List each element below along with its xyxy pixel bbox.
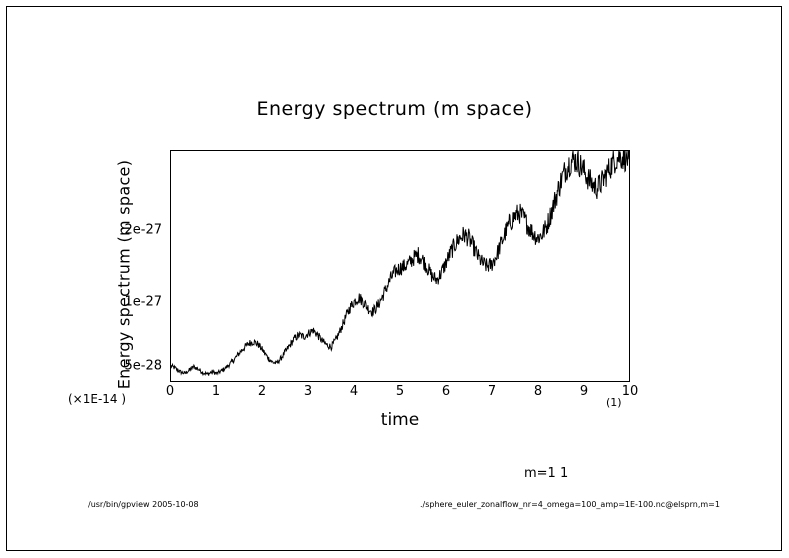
x-tick-label: 6 [441,384,451,399]
y-tick-label: 1e-27 [124,294,162,310]
x-tick-label: 7 [487,384,497,399]
x-tick-labels [165,384,639,400]
y-tick-label: 2e-27 [124,222,162,238]
x-axis-right-note: (1) [606,396,622,409]
footer-left-text: /usr/bin/gpview 2005-10-08 [88,500,199,509]
chart-title: Energy spectrum (m space) [256,98,533,120]
x-tick-label: 9 [579,384,589,399]
x-tick-label: 2 [257,384,267,399]
x-tick-label: 1 [211,384,221,399]
y-tick-label: 5e-28 [124,358,162,374]
y-tick-labels [100,150,166,382]
legend-entry: m=1 1 [524,466,569,481]
x-tick-label: 3 [303,384,313,399]
x-tick-label: 5 [395,384,405,399]
plot-area [170,150,630,382]
x-tick-label: 4 [349,384,359,399]
series-line-m1 [171,151,629,376]
x-axis-exponent-note: (×1E-14 ) [68,392,127,406]
plot-svg [171,151,629,381]
x-tick-label: 10 [621,384,639,399]
x-tick-label: 0 [165,384,175,399]
x-tick-label: 8 [533,384,543,399]
x-axis-label: time [380,410,420,430]
footer-right-text: ./sphere_euler_zonalflow_nr=4_omega=100_amp=1E-100.nc@elsprn,m=1 [420,500,720,509]
y-axis-label: Energy spectrum (m space) [114,159,134,390]
